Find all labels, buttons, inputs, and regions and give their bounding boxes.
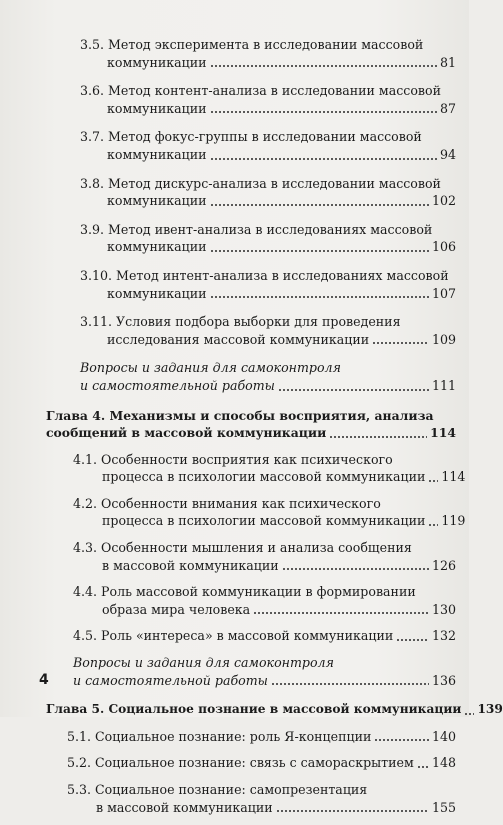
- page-ref: 132: [431, 628, 456, 644]
- toc-entry-title: Вопросы и задания для самоконтроля: [73, 655, 334, 671]
- toc-entry-3-10[interactable]: [80, 267, 456, 302]
- dot-leader: [253, 612, 429, 614]
- dot-leader: [210, 158, 437, 160]
- toc-entry-title-cont: и самостоятельной работы: [73, 672, 268, 688]
- toc-entry-3-6[interactable]: [80, 82, 456, 117]
- page-number: 4: [39, 672, 49, 688]
- toc-entry-4-4[interactable]: [73, 583, 456, 618]
- toc-entry-ch3-questions[interactable]: [80, 359, 456, 394]
- toc-entry-title: 4.2. Особенности внимания как психического: [73, 495, 381, 511]
- dot-leader: [278, 389, 429, 391]
- toc-entry-title: 5.1. Социальное познание: роль Я-концепции: [67, 728, 372, 744]
- chapter-title: Глава 5. Социальное познание в массовой коммуникации: [46, 702, 462, 717]
- dot-leader: [428, 524, 438, 526]
- table-of-contents: [0, 36, 503, 825]
- toc-entry-title-cont: коммуникации: [107, 285, 207, 301]
- dot-leader: [210, 65, 437, 67]
- page-ref: 140: [431, 728, 456, 744]
- dot-leader: [372, 342, 429, 344]
- page-ref: 136: [431, 672, 456, 688]
- page-ref: 102: [431, 193, 456, 209]
- toc-entry-title-cont: коммуникации: [107, 100, 207, 116]
- toc-entry-title-cont: коммуникации: [107, 54, 207, 70]
- dot-leader: [464, 713, 474, 715]
- toc-entry-3-11[interactable]: [80, 313, 456, 348]
- toc-entry-title-cont: образа мира человека: [102, 601, 251, 617]
- dot-leader: [329, 436, 427, 438]
- toc-entry-5-2[interactable]: [67, 754, 456, 772]
- dot-leader: [210, 250, 429, 252]
- chapter-title-cont: сообщений в массовой коммуникации: [46, 425, 327, 441]
- page-ref: 114: [430, 425, 456, 441]
- toc-entry-title: 4.4. Роль массовой коммуникации в формировании: [73, 584, 416, 600]
- toc-entry-3-5[interactable]: [80, 36, 456, 71]
- dot-leader: [210, 296, 429, 298]
- page-ref: 130: [431, 601, 456, 617]
- dot-leader: [271, 683, 429, 685]
- chapter-title: Глава 4. Механизмы и способы восприятия, анализа: [46, 407, 434, 423]
- toc-entry-title: 5.3. Социальное познание: самопрезентация: [67, 782, 368, 797]
- dot-leader: [282, 568, 429, 570]
- toc-entry-title: 3.10. Метод интент-анализа в исследованиях массовой: [80, 267, 449, 283]
- page-ref: 155: [431, 799, 456, 815]
- toc-entry-4-5[interactable]: [73, 627, 456, 645]
- toc-entry-ch4-questions[interactable]: [73, 654, 456, 689]
- dot-leader: [396, 639, 429, 641]
- toc-chapter-4[interactable]: [46, 407, 456, 442]
- page-ref: 87: [439, 100, 456, 116]
- page-ref: 148: [431, 755, 456, 771]
- page-ref: 109: [431, 331, 456, 347]
- page-ref: 114: [441, 469, 466, 485]
- toc-entry-5-1[interactable]: [67, 728, 456, 746]
- toc-entry-3-8[interactable]: [80, 175, 456, 210]
- toc-entry-title-cont: процесса в психологии массовой коммуникации: [102, 469, 426, 485]
- dot-leader: [374, 739, 429, 741]
- toc-entry-title: 3.6. Метод контент-анализа в исследовании массовой: [80, 83, 441, 99]
- toc-entry-title: 3.9. Метод ивент-анализа в исследованиях массовой: [80, 221, 433, 237]
- dot-leader: [210, 111, 437, 113]
- toc-entry-4-3[interactable]: [73, 539, 456, 574]
- toc-entry-title-cont: коммуникации: [107, 193, 207, 209]
- toc-entry-title: 3.7. Метод фокус-группы в исследовании массовой: [80, 129, 422, 145]
- page-ref: 94: [439, 146, 456, 162]
- toc-entry-4-2[interactable]: [73, 495, 466, 530]
- toc-entry-title-cont: коммуникации: [107, 146, 207, 162]
- page-ref: 126: [431, 557, 456, 573]
- toc-entry-title: 4.3. Особенности мышления и анализа сообщения: [73, 540, 412, 556]
- toc-chapter-5[interactable]: [46, 701, 503, 719]
- toc-entry-title: 3.8. Метод дискурс-анализа в исследовании массовой: [80, 175, 441, 191]
- dot-leader: [276, 810, 429, 812]
- toc-entry-title-cont: исследования массовой коммуникации: [107, 331, 370, 347]
- toc-entry-title: 4.1. Особенности восприятия как психического: [73, 451, 393, 467]
- page-ref: 111: [431, 377, 456, 393]
- toc-entry-4-1[interactable]: [73, 451, 466, 486]
- toc-entry-title-cont: в массовой коммуникации: [102, 557, 279, 573]
- toc-entry-title: 3.5. Метод эксперимента в исследовании массовой: [80, 37, 424, 52]
- toc-entry-title-cont: процесса в психологии массовой коммуникации: [102, 513, 426, 529]
- page-ref: 139: [477, 702, 503, 717]
- toc-entry-title: 5.2. Социальное познание: связь с самораскрытием: [67, 755, 414, 771]
- toc-entry-title-cont: коммуникации: [107, 239, 207, 255]
- toc-entry-5-3[interactable]: [67, 781, 456, 816]
- toc-entry-title-cont: и самостоятельной работы: [80, 377, 275, 393]
- toc-entry-title: 4.5. Роль «интереса» в массовой коммуникации: [73, 628, 394, 644]
- page-ref: 119: [441, 513, 466, 529]
- toc-entry-title-cont: в массовой коммуникации: [96, 799, 273, 815]
- page-ref: 107: [431, 285, 456, 301]
- toc-entry-title: 3.11. Условия подбора выборки для проведения: [80, 314, 401, 330]
- dot-leader: [428, 480, 438, 482]
- toc-entry-3-9[interactable]: [80, 221, 456, 256]
- toc-entry-3-7[interactable]: [80, 128, 456, 163]
- dot-leader: [210, 204, 429, 206]
- page-ref: 106: [431, 239, 456, 255]
- dot-leader: [417, 766, 429, 768]
- page-ref: 81: [439, 54, 456, 70]
- toc-entry-title: Вопросы и задания для самоконтроля: [80, 360, 341, 376]
